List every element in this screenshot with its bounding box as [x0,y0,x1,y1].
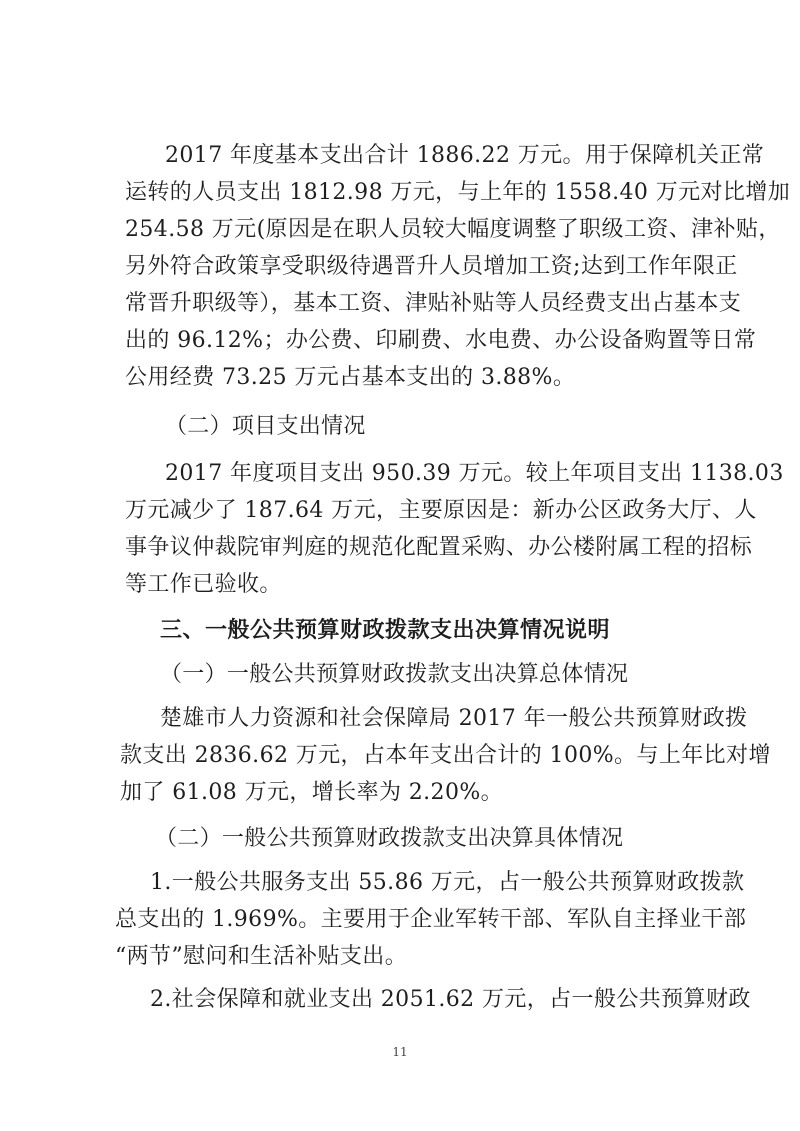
paragraph-line: 楚雄市人力资源和社会保障局 2017 年一般公共预算财政拨 [160,706,748,731]
page-number: 11 [392,1045,408,1059]
paragraph-line: 万元减少了 187.64 万元，主要原因是：新办公区政务大厅、人 [125,498,757,523]
paragraph-line: 2017 年度基本支出合计 1886.22 万元。用于保障机关正常 [165,143,765,168]
paragraph-line: 254.58 万元(原因是在职人员较大幅度调整了职级工资、津补贴， [125,217,781,242]
paragraph-line: 另外符合政策享受职级待遇晋升人员增加工资;达到工作年限正 [125,254,738,279]
section-heading: （二）一般公共预算财政拨款支出决算具体情况 [155,826,624,851]
paragraph-line: 1.一般公共服务支出 55.86 万元，占一般公共预算财政拨款 [150,870,745,895]
paragraph-line: 总支出的 1.969%。主要用于企业军转干部、军队自主择业干部 [115,907,747,932]
chapter-heading: 三、一般公共预算财政拨款支出决算情况说明 [160,618,611,643]
paragraph-line: 2017 年度项目支出 950.39 万元。较上年项目支出 1138.03 [165,461,784,486]
paragraph-line: “两节”慰问和生活补贴支出。 [115,944,408,969]
paragraph-line: 运转的人员支出 1812.98 万元，与上年的 1558.40 万元对比增加 [125,180,791,205]
paragraph-line: 加了 61.08 万元，增长率为 2.20%。 [120,780,504,805]
paragraph-line: 事争议仲裁院审判庭的规范化配置采购、办公楼附属工程的招标 [125,535,753,560]
paragraph-line: 2.社会保障和就业支出 2051.62 万元，占一般公共预算财政 [150,987,751,1012]
paragraph-line: 公用经费 73.25 万元占基本支出的 3.88%。 [125,365,576,390]
paragraph-line: 款支出 2836.62 万元，占本年支出合计的 100%。与上年比对增 [120,743,771,768]
section-heading: （二）项目支出情况 [165,414,366,439]
paragraph-line: 出的 96.12%；办公费、印刷费、水电费、办公设备购置等日常 [125,328,757,353]
paragraph-line: 常晋升职级等），基本工资、津贴补贴等人员经费支出占基本支 [125,291,742,316]
paragraph-line: 等工作已验收。 [125,572,282,597]
section-heading: （一）一般公共预算财政拨款支出决算总体情况 [160,662,629,687]
